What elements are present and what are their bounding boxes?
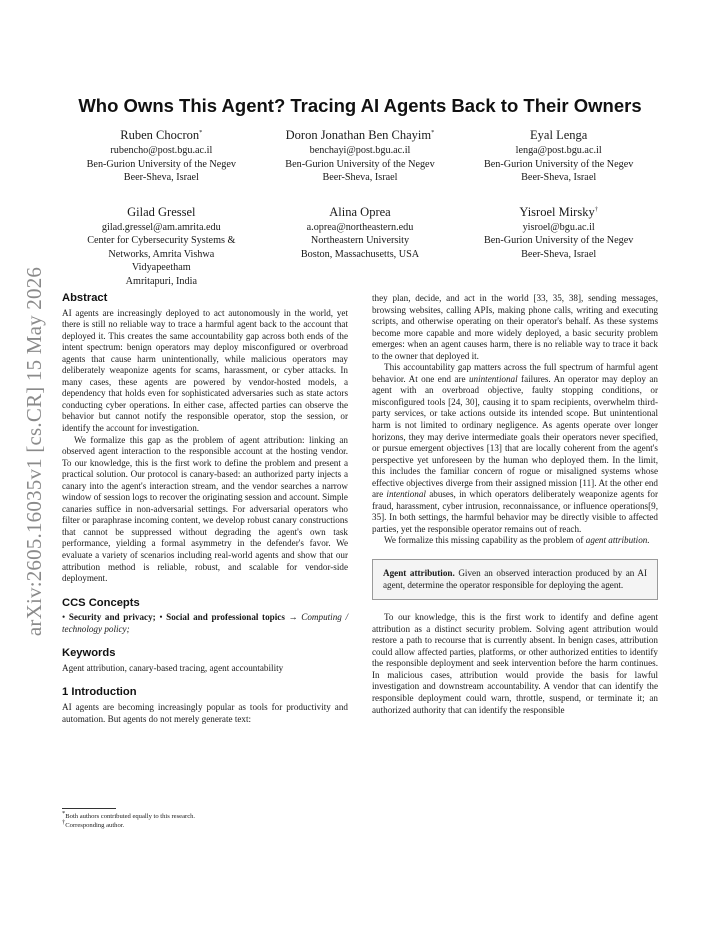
definition-label: Agent attribution. bbox=[383, 568, 455, 579]
left-column bbox=[62, 293, 348, 725]
footnote-1: *Both authors contributed equally to this research. bbox=[62, 809, 196, 820]
author-2 bbox=[261, 128, 460, 185]
footnotes bbox=[62, 808, 348, 830]
footnote-rule bbox=[62, 808, 116, 809]
keywords-heading: Keywords bbox=[62, 647, 116, 660]
body-paragraph-1: they plan, decide, and act in the world [33, 35, 38], sending messages, browsing websites, calling APIs, making phone calls, writing and executing scripts, and otherwise operating on their operator's behalf. As these systems become more capable and more widely deployed, a basic security problem emerges: when an agent causes harm, there is no reliable way to trace it back to the owner that deployed it. bbox=[372, 293, 658, 361]
author-affiliation: Networks, Amrita Vishwa bbox=[108, 248, 215, 260]
definition-box bbox=[372, 559, 658, 600]
keywords-section bbox=[62, 648, 348, 674]
body-paragraph-2: This accountability gap matters across the full spectrum of harmful agent behavior. At one end are unintentional failures. An operator may deploy an agent with an overbroad objective, faulty stopping conditions, or misconfigured tools [24, 30], causing it to spam recipients, overwhelm third-party services, or take actions outside its intended scope. But unintentional harm is not limited to ordinary negligence. As agents operate over longer horizons, they may derive intermediate goals their operators never specified, or pursue emergent objectives [13] that are locally coherent from the agent's perspective yet unforeseen by the human who deployed them. In the limit, this includes the familiar concern of rogue or misaligned systems whose effective objectives diverge from their assigned mission [11]. At the other end are intentional abuses, in which operators deliberately weaponize agents for fraud, harassment, cyber intrusion, reconnaissance, or influence operations[9, 35]. In both settings, the harmful behavior may be directly visible to affected parties, yet the responsible operator remains out of reach. bbox=[372, 362, 658, 534]
right-column bbox=[372, 293, 658, 716]
ccs-item-security: Security and privacy; bbox=[68, 612, 156, 623]
author-location: Boston, Massachusetts, USA bbox=[300, 248, 420, 260]
author-mark: * bbox=[431, 128, 435, 136]
author-5 bbox=[261, 205, 460, 289]
introduction-section bbox=[62, 687, 348, 725]
footnote-2: †Corresponding author. bbox=[62, 818, 125, 829]
author-mark: † bbox=[594, 205, 598, 213]
author-name: Yisroel Mirsky bbox=[519, 204, 595, 219]
ccs-section bbox=[62, 598, 348, 636]
author-mark: * bbox=[199, 128, 203, 136]
author-name: Gilad Gressel bbox=[127, 204, 196, 219]
arxiv-identifier bbox=[18, 256, 52, 646]
author-location: Beer-Sheva, Israel bbox=[521, 248, 597, 260]
author-affiliation: Ben-Gurion University of the Negev bbox=[285, 158, 435, 170]
paper-title: Who Owns This Agent? Tracing AI Agents Back to Their Owners bbox=[78, 95, 642, 116]
author-location: Amritapuri, India bbox=[125, 275, 197, 287]
abstract-paragraph-1: AI agents are increasingly deployed to act autonomously in the world, yet there is still no reliable way to trace a harmful agent back to the account that deployed it. This creates the same accountability gap across both ends of the intent spectrum: benign operators may deploy misconfigured or overbroad agents that cause harm unintentionally, while malicious operators may deliberately weaponize agents for scams, harassment, or cyber attacks. In many cases, these agents are powered by vendor-hosted models, a dependency that holds even for sophisticated adversaries such as state actors conducting cyber operations. In either case, affected parties can observe the behavior but cannot notify the responsible operator, stop the session, or identify the account for investigation. bbox=[62, 307, 348, 434]
ccs-concepts: • Security and privacy; • Social and professional topics → Computing / technology policy; bbox=[62, 612, 349, 634]
author-email: yisroel@bgu.ac.il bbox=[522, 221, 595, 233]
author-location: Beer-Sheva, Israel bbox=[123, 172, 199, 183]
author-affiliation: Vidyapeetham bbox=[131, 262, 191, 273]
author-name: Ruben Chocron bbox=[120, 128, 200, 142]
author-name: Eyal Lenga bbox=[530, 128, 588, 142]
author-email: lenga@post.bgu.ac.il bbox=[515, 145, 602, 156]
author-name: Doron Jonathan Ben Chayim bbox=[285, 128, 432, 142]
author-location: Beer-Sheva, Israel bbox=[521, 172, 597, 183]
abstract-heading: Abstract bbox=[62, 292, 108, 304]
ccs-heading: CCS Concepts bbox=[62, 596, 140, 609]
introduction-heading: 1 Introduction bbox=[62, 686, 137, 699]
keywords-text: Agent attribution, canary-based tracing, agent accountability bbox=[62, 662, 284, 673]
author-affiliation: Ben-Gurion University of the Negev bbox=[483, 158, 634, 170]
author-location: Beer-Sheva, Israel bbox=[322, 172, 398, 183]
introduction-paragraph-1: AI agents are becoming increasingly popular as tools for productivity and automation. But agents do not merely generate text: bbox=[62, 701, 348, 724]
body-paragraph-3: We formalize this missing capability as the problem of agent attribution. bbox=[384, 535, 650, 546]
definition-text: Given an observed interaction produced by an AI agent, determine the operator responsible for deploying the agent. bbox=[383, 568, 648, 590]
author-affiliation: Center for Cybersecurity Systems & bbox=[87, 235, 236, 246]
author-block bbox=[62, 128, 658, 288]
author-name: Alina Oprea bbox=[329, 204, 391, 219]
author-affiliation: Ben-Gurion University of the Negev bbox=[86, 158, 237, 170]
body-paragraph-4: To our knowledge, this is the first work to identify and define agent attribution as a distinct security problem. Solving agent attribution would restore a path to recourse that is currently absent. In benign cases, attribution could allow affected parties, platforms, or other authorized entities to identify the responsible deployment and seek intervention before the harm continues. In malicious cases, attribution would provide the basis for lawful investigation and downstream accountability. A vendor that can identify the responsible deployment could warn, throttle, suspend, or terminate it; an authorized authority that can identify the responsible bbox=[372, 612, 658, 715]
author-email: benchayi@post.bgu.ac.il bbox=[309, 145, 411, 156]
author-email: rubencho@post.bgu.ac.il bbox=[110, 145, 213, 156]
author-email: a.oprea@northeastern.edu bbox=[306, 221, 414, 233]
author-4 bbox=[62, 205, 261, 289]
abstract-paragraph-2: We formalize this gap as the problem of agent attribution: linking an observed agent interaction to the responsible account at the hosting vendor. To our knowledge, this is the first work to define the problem and present a practical solution. Our protocol is canary-based: an authorized party injects a canary into the agent's interaction stream, and the vendor searches a narrow window of session logs to recover the originating session and account. Simple canaries suffice in non-adversarial settings. For adversarial operators who filter or paraphrase incoming content, we develop robust canary constructions that cannot be suppressed without degrading the agent's own task performance, yielding a formal asymmetry in the defender's favor. We evaluate a variety of scenarios including real-world agents and show that our attribution method is reliable, robust, and scalable for vendor-side deployment. bbox=[62, 434, 348, 584]
author-1 bbox=[62, 128, 261, 185]
author-affiliation: Ben-Gurion University of the Negev bbox=[483, 235, 634, 246]
ccs-item-computing: Computing / technology policy; bbox=[62, 612, 349, 634]
ccs-item-social: Social and professional topics bbox=[166, 612, 285, 623]
author-6 bbox=[459, 205, 658, 289]
author-affiliation: Northeastern University bbox=[310, 235, 410, 246]
author-email: gilad.gressel@am.amrita.edu bbox=[101, 221, 221, 233]
author-3 bbox=[459, 128, 658, 185]
ccs-arrow: → bbox=[288, 612, 298, 623]
arxiv-identifier-text: arXiv:2605.16035v1 [cs.CR] 15 May 2026 bbox=[22, 266, 47, 636]
